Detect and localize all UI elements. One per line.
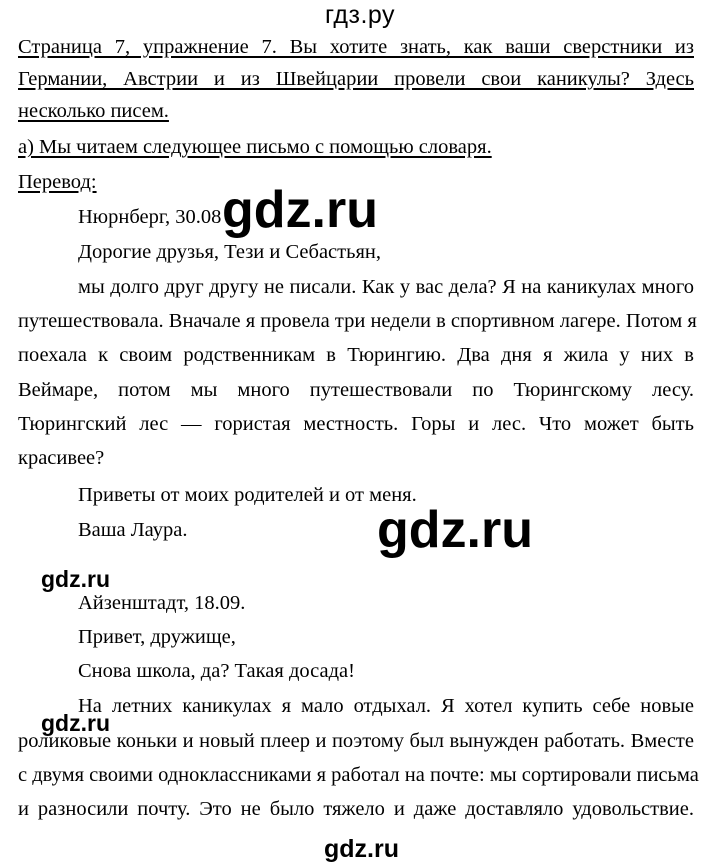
letter1-greeting: Дорогие друзья, Тези и Себастьян, [78,241,381,263]
watermark-gdz-large-1: gdz.ru [222,181,378,239]
task-line-2: Германии, Австрии и из Швейцарии провели свои каникулы? Здесь [18,68,694,90]
letter1-regards: Приветы от моих родителей и от меня. [78,484,417,506]
watermark-gdz-small-1: gdz.ru [41,566,110,592]
translation-label: Перевод: [18,171,97,193]
letter1-body-line-6: красивее? [18,447,105,469]
letter2-place-date: Айзенштадт, 18.09. [78,592,246,614]
watermark-gdz-large-2: gdz.ru [377,501,533,559]
letter2-greeting: Привет, дружище, [78,626,236,648]
letter2-body-line-4: и разносили почту. Это не было тяжело и даже доставляло удовольствие. [18,798,694,820]
letter1-body-line-3: поехала к своим родственникам в Тюрингию. Два дня я жила у них в [18,344,694,366]
letter1-body-line-1: мы долго друг другу не писали. Как у вас дела? Я на каникулах много [78,276,694,298]
watermark-gdz-footer: gdz.ru [324,835,399,863]
site-header: гдз.ру [324,1,396,29]
task-line-1: Страница 7, упражнение 7. Вы хотите знать, как ваши сверстники из [18,36,694,58]
letter1-body-line-5: Тюрингский лес — гористая местность. Горы и лес. Что может быть [18,413,694,435]
letter1-body-line-2: путешествовала. Вначале я провела три недели в спортивном лагере. Потом я [18,310,697,332]
letter2-body-line-1: На летних каникулах я мало отдыхал. Я хотел купить себе новые [78,695,694,717]
letter2-school-line: Снова школа, да? Такая досада! [78,660,355,682]
letter1-body-line-4: Веймаре, потом мы много путешествовали по Тюрингскому лесу. [18,379,694,401]
letter2-body-line-2: роликовые коньки и новый плеер и поэтому был вынужден работать. Вместе [18,730,694,752]
letter1-place-date: Нюрнберг, 30.08 [78,206,222,228]
watermark-gdz-small-2: gdz.ru [41,710,110,736]
subtask-heading: а) Мы читаем следующее письмо с помощью словаря. [18,136,492,158]
letter1-signature: Ваша Лаура. [78,519,188,541]
letter2-body-line-3: с двумя своими одноклассниками я работал на почте: мы сортировали письма [18,764,699,786]
task-line-3: несколько писем. [18,100,169,122]
